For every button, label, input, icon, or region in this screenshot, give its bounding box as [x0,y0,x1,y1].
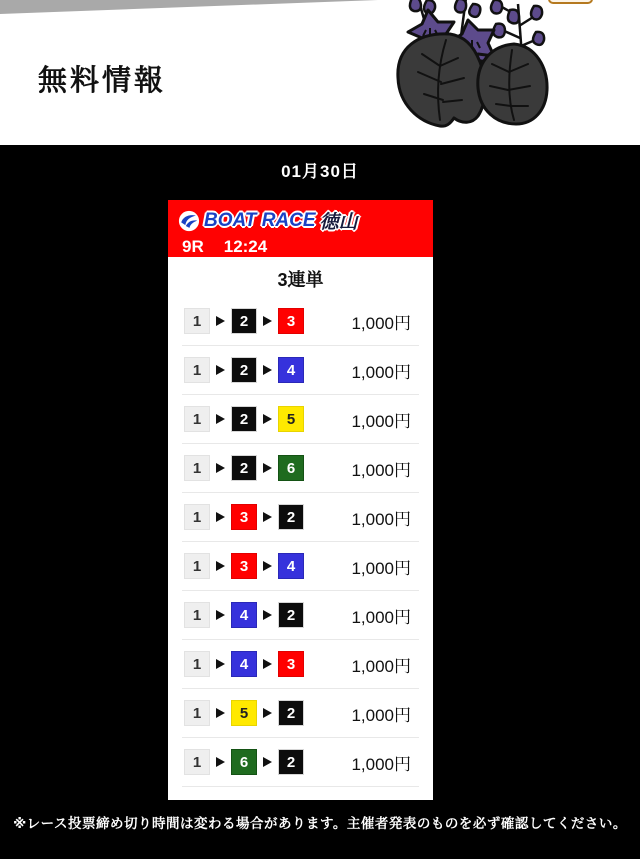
boat-number-third: 4 [278,553,304,579]
arrow-right-icon [263,463,272,473]
arrow-right-icon [216,708,225,718]
bet-row [168,542,433,590]
arrow-right-icon [263,414,272,424]
boat-number-third: 3 [278,651,304,677]
boat-number-third: 4 [278,357,304,383]
arrow-right-icon [216,512,225,522]
arrow-right-icon [263,512,272,522]
boat-number-second: 3 [231,504,257,530]
brand-row [178,207,433,234]
clipped-top-button[interactable] [548,0,593,4]
boat-number-third: 2 [278,700,304,726]
boat-number-second: 2 [231,406,257,432]
arrow-right-icon [216,316,225,326]
page-title: 無料情報 [38,65,167,97]
boat-number-third: 2 [278,749,304,775]
bet-type-heading: 3連単 [277,270,324,290]
boat-race-logo-icon [178,210,200,232]
boat-number-third: 5 [278,406,304,432]
bet-row [168,591,433,639]
bet-amount: 1,000円 [351,607,411,627]
boat-number-first: 1 [184,357,210,383]
bet-row [168,297,433,345]
boat-number-second: 2 [231,357,257,383]
boat-number-second: 3 [231,553,257,579]
arrow-right-icon [216,463,225,473]
arrow-right-icon [216,757,225,767]
arrow-right-icon [263,659,272,669]
arrow-right-icon [216,365,225,375]
bet-row [168,738,433,786]
bet-amount: 1,000円 [351,362,411,382]
bet-amount: 1,000円 [351,460,411,480]
race-row [178,234,433,257]
bet-row [168,395,433,443]
page-header [0,0,640,145]
race-number: 9R [182,237,204,256]
bet-amount: 1,000円 [351,411,411,431]
bet-row [168,444,433,492]
bet-row [168,346,433,394]
bet-amount: 1,000円 [351,754,411,774]
boat-number-first: 1 [184,504,210,530]
boat-number-third: 2 [278,504,304,530]
arrow-right-icon [263,610,272,620]
bet-row [168,689,433,737]
boat-number-first: 1 [184,651,210,677]
arrow-right-icon [216,610,225,620]
bet-amount: 1,000円 [351,313,411,333]
bet-row [168,640,433,688]
arrow-right-icon [263,757,272,767]
boat-number-second: 2 [231,308,257,334]
boat-number-first: 1 [184,455,210,481]
boat-number-first: 1 [184,700,210,726]
boat-number-first: 1 [184,749,210,775]
bet-card-header [168,200,433,257]
row-divider [182,786,419,787]
date-heading: 01月30日 [281,162,359,181]
plant-illustration-icon [388,0,550,132]
bet-amount: 1,000円 [351,558,411,578]
arrow-right-icon [216,561,225,571]
boat-number-first: 1 [184,308,210,334]
arrow-right-icon [263,365,272,375]
boat-number-second: 4 [231,651,257,677]
arrow-right-icon [263,708,272,718]
venue-name: 徳山 [319,212,358,233]
arrow-right-icon [263,316,272,326]
boat-number-first: 1 [184,602,210,628]
arrow-right-icon [216,414,225,424]
bet-amount: 1,000円 [351,656,411,676]
boat-number-third: 3 [278,308,304,334]
bet-card-body [168,257,433,800]
arrow-right-icon [216,659,225,669]
bet-amount: 1,000円 [351,509,411,529]
boat-number-second: 5 [231,700,257,726]
boat-number-second: 4 [231,602,257,628]
boat-number-second: 2 [231,455,257,481]
arrow-right-icon [263,561,272,571]
main-content [0,145,640,859]
boat-number-second: 6 [231,749,257,775]
disclaimer-text: ※レース投票締め切り時間は変わる場合があります。主催者発表のものを必ず確認してください。 [13,816,627,831]
brand-name: BOAT RACE [204,209,316,231]
bet-row [168,493,433,541]
bet-card [168,200,433,800]
boat-number-first: 1 [184,553,210,579]
boat-number-third: 6 [278,455,304,481]
diagonal-stripe-decoration [0,0,378,14]
boat-number-third: 2 [278,602,304,628]
bet-amount: 1,000円 [351,705,411,725]
boat-number-first: 1 [184,406,210,432]
bet-rows [168,297,433,787]
race-time: 12:24 [223,237,268,256]
